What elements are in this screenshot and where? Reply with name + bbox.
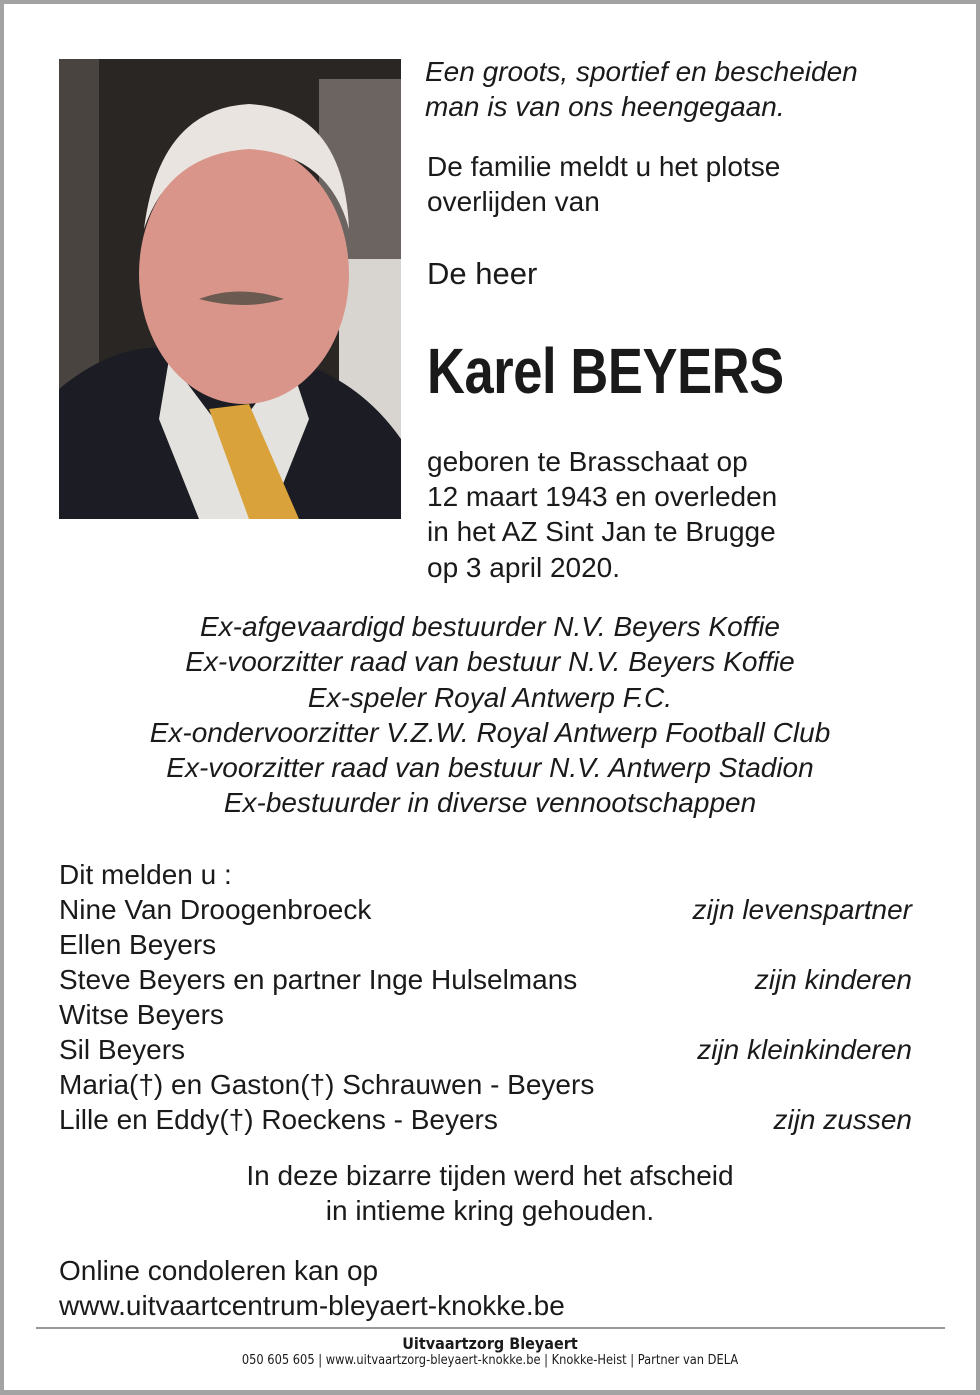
function-line: Ex-speler Royal Antwerp F.C. [307,682,673,713]
divider [36,1327,945,1329]
family-relation: zijn levenspartner [692,894,912,925]
family-row [59,1102,912,1137]
function-line: Ex-ondervoorzitter V.Z.W. Royal Antwerp Football Club [149,717,831,748]
family-relation: zijn zussen [773,1104,912,1135]
family-row [59,892,912,927]
announce-line: overlijden van [427,186,600,217]
condolence-link[interactable]: www.uitvaartcentrum-bleyaert-knokke.be [59,1290,565,1321]
family-row [59,927,912,962]
birth-line: 12 maart 1943 en overleden [427,481,778,512]
family-name: Lille en Eddy(†) Roeckens - Beyers [59,1104,498,1135]
family-row [59,962,912,997]
family-row [59,997,912,1032]
announce-line: De familie meldt u het plotse [427,151,781,182]
condolence-line: Online condoleren kan op [59,1255,379,1286]
family-name: Maria(†) en Gaston(†) Schrauwen - Beyers [59,1069,595,1100]
family-name: Ellen Beyers [59,929,217,960]
family-name: Sil Beyers [59,1034,186,1065]
family-name: Nine Van Droogenbroeck [59,894,372,925]
farewell-line: In deze bizarre tijden werd het afscheid [246,1160,734,1191]
function-line: Ex-voorzitter raad van bestuur N.V. Beyers Koffie [185,646,795,677]
family-intro: Dit melden u : [59,859,232,890]
function-line: Ex-voorzitter raad van bestuur N.V. Antwerp Stadion [166,752,814,783]
intro-line: Een groots, sportief en bescheiden [425,56,858,87]
family-name: Steve Beyers en partner Inge Hulselmans [59,964,578,995]
birth-line: op 3 april 2020. [427,552,621,583]
family-row [59,1032,912,1067]
intro-line: man is van ons heengegaan. [425,91,785,122]
birth-line: geboren te Brasschaat op [427,446,748,477]
family-relation: zijn kleinkinderen [697,1034,912,1065]
birth-line: in het AZ Sint Jan te Brugge [427,516,776,547]
deceased-name: Karel BEYERS [427,335,784,407]
farewell-line: in intieme kring gehouden. [325,1195,655,1226]
footer-company: Uitvaartzorg Bleyaert [402,1334,578,1353]
family-relation: zijn kinderen [754,964,912,995]
portrait-photo [59,59,401,519]
salutation: De heer [427,256,538,291]
family-name: Witse Beyers [59,999,224,1030]
footer-contact: 050 605 605 | www.uitvaartzorg-bleyaert-knokke.be | Knokke-Heist | Partner van DELA [241,1353,739,1368]
function-line: Ex-afgevaardigd bestuurder N.V. Beyers Koffie [199,611,780,642]
family-row [59,1067,912,1102]
function-line: Ex-bestuurder in diverse vennootschappen [223,787,757,818]
